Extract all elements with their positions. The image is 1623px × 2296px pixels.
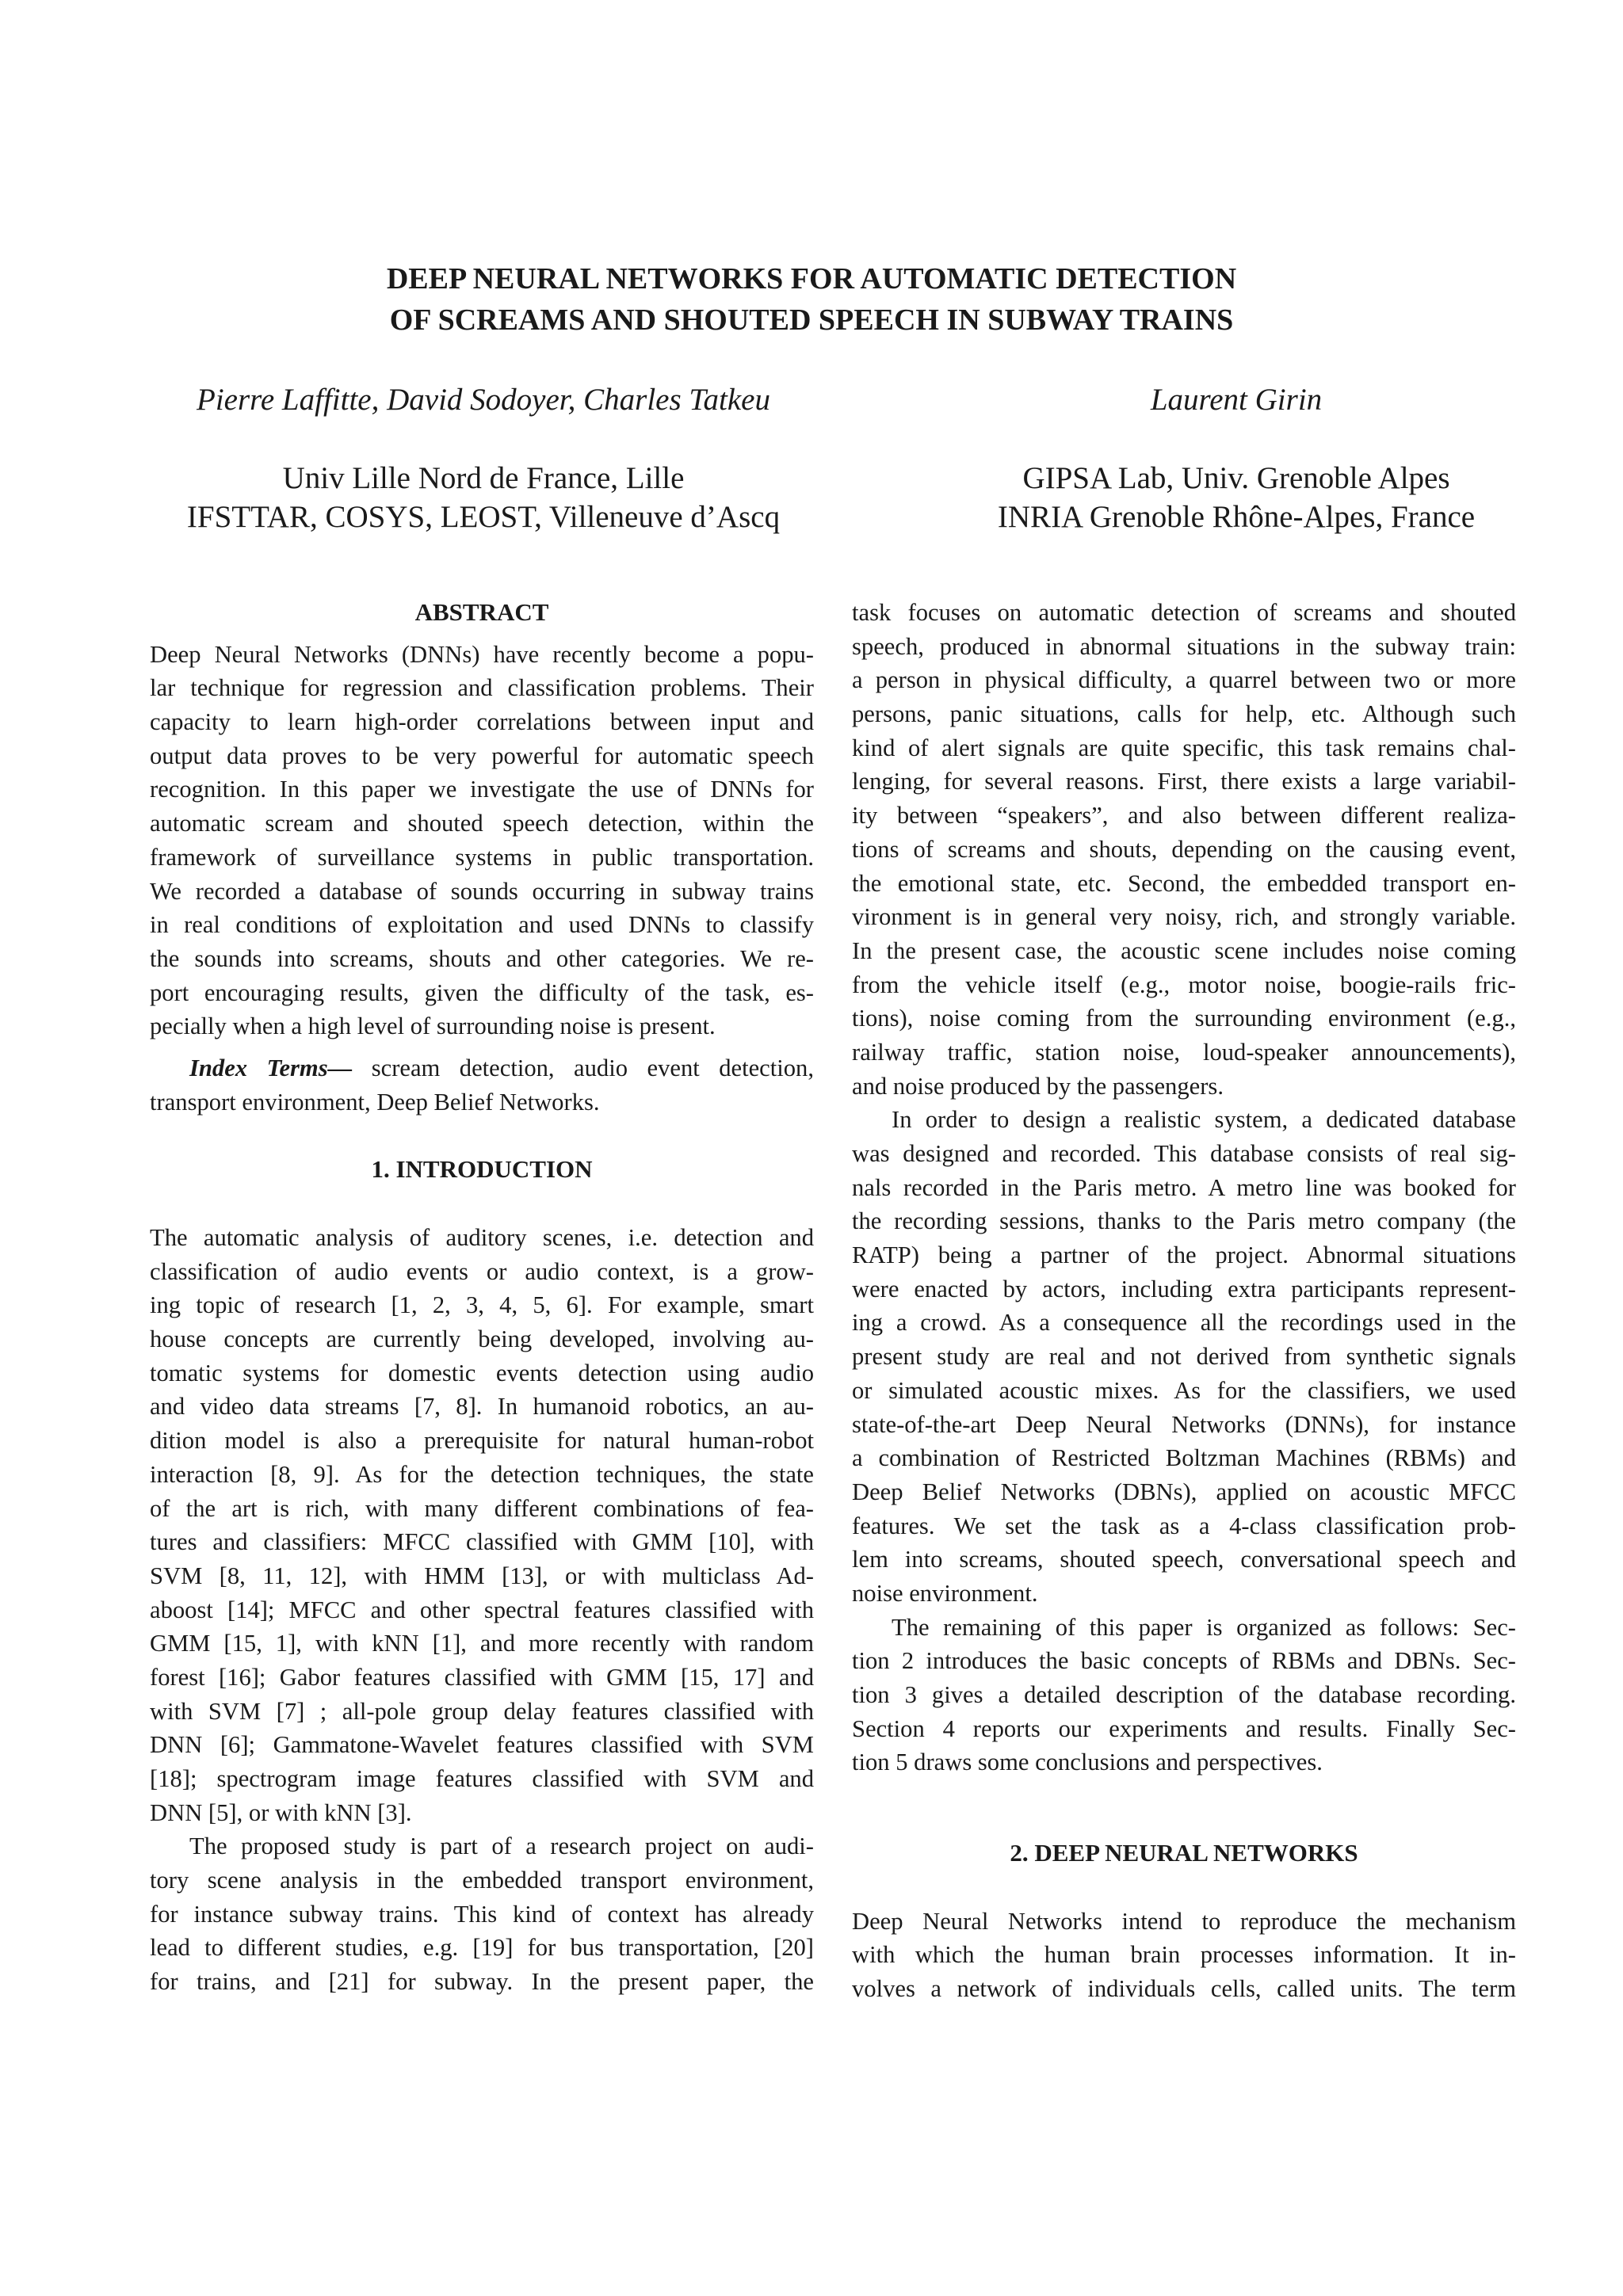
text-line: tures and classifiers: MFCC classified with GMM [10], with xyxy=(150,1528,814,1556)
author-names: Laurent Girin xyxy=(1150,383,1323,417)
text-line: with SVM [7] ; all-pole group delay features classified with xyxy=(150,1697,814,1725)
text-line: were enacted by actors, including extra participants represent- xyxy=(852,1275,1516,1302)
index-terms-line: transport environment, Deep Belief Networks. xyxy=(150,1088,600,1116)
text-line: the recording sessions, thanks to the Paris metro company (the xyxy=(852,1207,1516,1235)
affiliation-line-1: Univ Lille Nord de France, Lille xyxy=(282,461,685,495)
text-line: classification of audio events or audio context, is a grow- xyxy=(150,1257,814,1285)
text-line: noise environment. xyxy=(852,1579,1038,1607)
text-line: house concepts are currently being developed, involving au- xyxy=(150,1325,814,1353)
text-line: RATP) being a partner of the project. Abnormal situations xyxy=(852,1241,1516,1269)
text-line: [18]; spectrogram image features classified with SVM and xyxy=(150,1765,814,1793)
affiliation-line-1: GIPSA Lab, Univ. Grenoble Alpes xyxy=(1022,461,1450,495)
dnn-paragraph-1 xyxy=(852,1905,1516,2006)
text-line: port encouraging results, given the difficulty of the task, es- xyxy=(150,978,814,1006)
text-line: speech, produced in abnormal situations in the subway train: xyxy=(852,632,1516,660)
intro-paragraph-4 xyxy=(852,1103,1516,1610)
text-line: lem into screams, shouted speech, conversational speech and xyxy=(852,1546,1516,1573)
affiliation xyxy=(151,459,816,536)
text-line: in real conditions of exploitation and used DNNs to classify xyxy=(150,911,814,939)
text-line: GMM [15, 1], with kNN [1], and more recently with random xyxy=(150,1630,814,1657)
text-line: The proposed study is part of a research project on audi- xyxy=(189,1833,814,1860)
text-line: capacity to learn high-order correlations between input and xyxy=(150,708,814,736)
text-line: for trains, and [21] for subway. In the present paper, the xyxy=(150,1968,814,1996)
text-line: persons, panic situations, calls for help, etc. Although such xyxy=(852,700,1516,728)
text-line: Section 4 reports our experiments and results. Finally Sec- xyxy=(852,1714,1516,1742)
text-line: task focuses on automatic detection of screams and shouted xyxy=(852,599,1516,626)
affiliation xyxy=(919,459,1553,536)
index-terms-text: scream detection, audio event detection, xyxy=(352,1054,814,1081)
title-line-1: DEEP NEURAL NETWORKS FOR AUTOMATIC DETECTION xyxy=(386,262,1237,296)
text-line: tion 3 gives a detailed description of the database recording. xyxy=(852,1681,1516,1708)
author-names: Pierre Laffitte, David Sodoyer, Charles Tatkeu xyxy=(197,383,770,417)
affiliation-line-2: IFSTTAR, COSYS, LEOST, Villeneuve d’Ascq xyxy=(186,500,781,534)
text-line: was designed and recorded. This database consists of real sig- xyxy=(852,1140,1516,1167)
text-line: of the art is rich, with many different combinations of fea- xyxy=(150,1494,814,1522)
text-line: The remaining of this paper is organized as follows: Sec- xyxy=(892,1613,1516,1641)
title-line-2: OF SCREAMS AND SHOUTED SPEECH IN SUBWAY TRAINS xyxy=(389,303,1234,337)
text-line: a combination of Restricted Boltzman Machines (RBMs) and xyxy=(852,1444,1516,1472)
text-line: and video data streams [7, 8]. In humanoid robotics, an au- xyxy=(150,1393,814,1421)
affiliation-line-2: INRIA Grenoble Rhône-Alpes, France xyxy=(997,500,1476,534)
intro-paragraph-2 xyxy=(150,1829,814,1998)
text-line: DNN [6]; Gammatone-Wavelet features classified with SVM xyxy=(150,1731,814,1759)
text-line: pecially when a high level of surrounding noise is present. xyxy=(150,1013,716,1040)
text-line: tory scene analysis in the embedded transport environment, xyxy=(150,1867,814,1894)
text-line: with which the human brain processes information. It in- xyxy=(852,1941,1516,1969)
text-line: In the present case, the acoustic scene includes noise coming xyxy=(852,936,1516,964)
text-line: nals recorded in the Paris metro. A metro line was booked for xyxy=(852,1173,1516,1201)
text-line: framework of surveillance systems in public transportation. xyxy=(150,843,814,871)
index-terms-label: Index Terms— xyxy=(189,1054,353,1081)
text-line: recognition. In this paper we investigate the use of DNNs for xyxy=(150,776,814,803)
text-line: DNN [5], or with kNN [3]. xyxy=(150,1798,412,1826)
abstract-body xyxy=(150,638,814,1043)
text-line: aboost [14]; MFCC and other spectral features classified with xyxy=(150,1596,814,1623)
text-line: volves a network of individuals cells, called units. The term xyxy=(852,1975,1516,2003)
paper-title xyxy=(0,258,1623,341)
text-line: or simulated acoustic mixes. As for the classifiers, we used xyxy=(852,1376,1516,1404)
index-terms-line xyxy=(150,1051,814,1085)
text-line: from the vehicle itself (e.g., motor noise, boogie-rails fric- xyxy=(852,971,1516,998)
intro-paragraph-3 xyxy=(852,596,1516,1103)
text-line: dition model is also a prerequisite for natural human-robot xyxy=(150,1427,814,1455)
text-line: Deep Neural Networks intend to reproduce the mechanism xyxy=(852,1907,1516,1935)
text-line: SVM [8, 11, 12], with HMM [13], or with multiclass Ad- xyxy=(150,1562,814,1589)
author-block-left xyxy=(151,379,816,536)
text-line: features. We set the task as a 4-class classification prob- xyxy=(852,1512,1516,1539)
text-line: The automatic analysis of auditory scenes, i.e. detection and xyxy=(150,1224,814,1252)
text-line: forest [16]; Gabor features classified with GMM [15, 17] and xyxy=(150,1663,814,1691)
text-line: kind of alert signals are quite specific, this task remains chal- xyxy=(852,734,1516,761)
intro-paragraph-1 xyxy=(150,1221,814,1829)
right-column xyxy=(852,596,1516,2006)
text-line: lead to different studies, e.g. [19] for bus transportation, [20] xyxy=(150,1934,814,1962)
text-line: ing topic of research [1, 2, 3, 4, 5, 6]. For example, smart xyxy=(150,1291,814,1319)
text-line: Deep Neural Networks (DNNs) have recently become a popu- xyxy=(150,640,814,668)
text-line: We recorded a database of sounds occurring in subway trains xyxy=(150,877,814,905)
introduction-heading: 1. INTRODUCTION xyxy=(371,1155,593,1184)
text-line: the sounds into screams, shouts and other categories. We re- xyxy=(150,944,814,972)
text-line: ity between “speakers”, and also between different realiza- xyxy=(852,802,1516,830)
text-line: a person in physical difficulty, a quarrel between two or more xyxy=(852,666,1516,694)
text-line: tions), noise coming from the surrounding environment (e.g., xyxy=(852,1005,1516,1032)
text-line: tomatic systems for domestic events detection using audio xyxy=(150,1359,814,1386)
text-line: lar technique for regression and classification problems. Their xyxy=(150,674,814,702)
left-column xyxy=(150,596,814,1999)
text-line: for instance subway trains. This kind of context has already xyxy=(150,1900,814,1928)
text-line: ing a crowd. As a consequence all the recordings used in the xyxy=(852,1309,1516,1337)
text-line: tion 2 introduces the basic concepts of RBMs and DBNs. Sec- xyxy=(852,1647,1516,1675)
text-line: output data proves to be very powerful for automatic speech xyxy=(150,742,814,769)
intro-paragraph-5 xyxy=(852,1611,1516,1779)
text-line: state-of-the-art Deep Neural Networks (DNNs), for instance xyxy=(852,1410,1516,1438)
text-line: tions of screams and shouts, depending on the causing event, xyxy=(852,835,1516,863)
author-block-right xyxy=(919,379,1553,536)
text-line: railway traffic, station noise, loud-speaker announcements), xyxy=(852,1038,1516,1066)
abstract-heading: ABSTRACT xyxy=(414,598,549,626)
text-line: present study are real and not derived from synthetic signals xyxy=(852,1343,1516,1371)
text-line: and noise produced by the passengers. xyxy=(852,1072,1224,1100)
text-line: vironment is in general very noisy, rich, and strongly variable. xyxy=(852,903,1516,931)
dnn-heading: 2. DEEP NEURAL NETWORKS xyxy=(1010,1839,1358,1867)
text-line: tion 5 draws some conclusions and perspectives. xyxy=(852,1749,1323,1776)
text-line: automatic scream and shouted speech detection, within the xyxy=(150,810,814,837)
text-line: the emotional state, etc. Second, the embedded transport en- xyxy=(852,869,1516,897)
text-line: interaction [8, 9]. As for the detection techniques, the state xyxy=(150,1460,814,1488)
text-line: Deep Belief Networks (DBNs), applied on acoustic MFCC xyxy=(852,1478,1516,1505)
text-line: lenging, for several reasons. First, there exists a large variabil- xyxy=(852,768,1516,795)
text-line: In order to design a realistic system, a dedicated database xyxy=(892,1106,1516,1134)
